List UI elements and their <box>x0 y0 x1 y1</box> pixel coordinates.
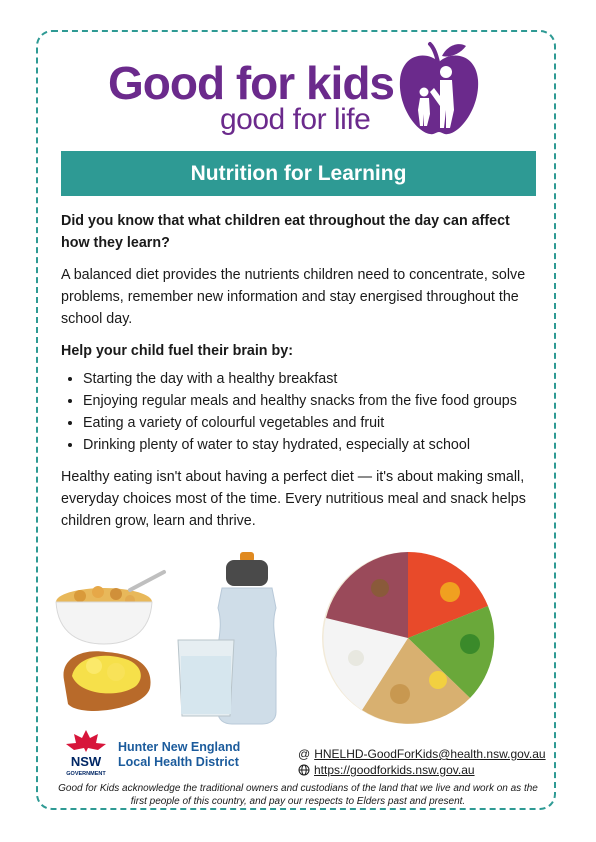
list-item: • Drinking plenty of water to stay hydrated, especially at school <box>83 434 536 456</box>
globe-icon <box>298 764 310 776</box>
health-district-name <box>118 740 240 770</box>
glass-of-water-image <box>178 640 234 716</box>
nsw-label: NSW <box>70 754 102 769</box>
apple-family-icon <box>396 40 482 140</box>
food-groups-plate-image <box>322 552 494 724</box>
list-item: • Starting the day with a healthy breakfast <box>83 368 536 390</box>
intro-paragraph: A balanced diet provides the nutrients children need to concentrate, solve problems, remember new information and stay energised throughout the school day. <box>61 267 526 327</box>
nsw-government-logo <box>60 728 112 778</box>
list-item: • Eating a variety of colourful vegetables and fruit <box>83 412 536 434</box>
intro-question: Did you know that what children eat throughout the day can affect how they learn? <box>61 213 510 251</box>
main-content <box>61 210 536 542</box>
nsw-sub-label: GOVERNMENT <box>66 771 106 777</box>
logo-sub-text: good for life <box>220 103 371 136</box>
list-item: • Enjoying regular meals and healthy snacks from the five food groups <box>83 390 536 412</box>
page-title-banner: Nutrition for Learning <box>61 151 536 196</box>
district-line-2: Local Health District <box>118 755 239 769</box>
district-line-1: Hunter New England <box>118 740 241 754</box>
email-row <box>298 746 546 762</box>
website-row <box>298 762 546 778</box>
egg-toast-image <box>63 651 150 711</box>
tips-list <box>61 368 536 456</box>
closing-paragraph: Healthy eating isn't about having a perfect diet — it's about making small, everyday choices most of the time. Every nutritious meal and snack helps children grow, learn and thrive. <box>61 469 526 529</box>
logo-main-text: Good for kids <box>108 57 394 109</box>
acknowledgement-text: Good for Kids acknowledge the traditional owners and custodians of the land that we live and work on as the first people of this country, and pay our respects to Elders past and present. <box>58 783 538 807</box>
email-link[interactable]: HNELHD-GoodForKids@health.nsw.gov.au <box>314 747 546 761</box>
at-icon: @ <box>298 747 311 761</box>
website-link[interactable]: https://goodforkids.nsw.gov.au <box>314 763 475 777</box>
contact-info <box>298 746 546 778</box>
help-heading: Help your child fuel their brain by: <box>61 343 293 359</box>
food-images <box>50 548 550 728</box>
good-for-kids-logo <box>108 54 488 144</box>
cereal-bowl-image <box>56 572 164 644</box>
